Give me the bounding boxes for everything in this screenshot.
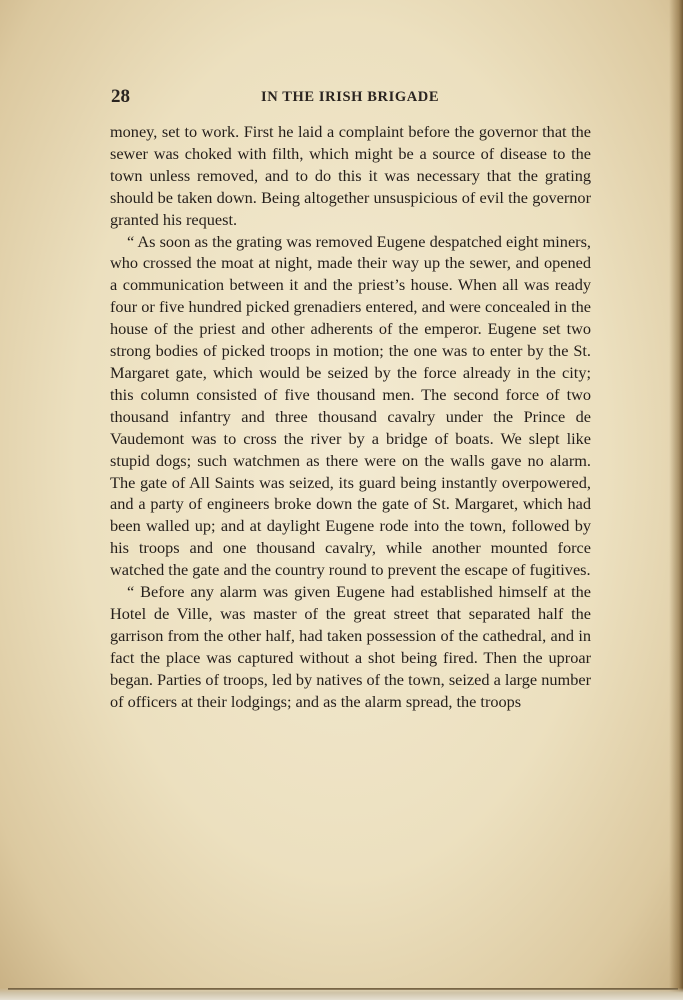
paragraph-grating-removed: “ As soon as the grating was removed Eugene despatched eight miners, who crossed the moat at night, made their way up the sewer, and opened a communication between it and the priest’s house. When all was ready four or five hundred picked grenadiers entered, and were concealed in the house of the priest and other adherents of the emperor. Eugene set two strong bodies of picked troops in motion; the one was to enter by the St. Margaret gate, which would be seized by the force already in the city; this column consisted of five thousand men. The second force of two thousand infantry and three thousand cavalry under the Prince de Vaudemont was to cross the river by a bridge of boats. We slept like stupid dogs; such watchmen as there were on the walls gave no alarm. The gate of All Saints was seized, its guard being instantly overpowered, and a party of engineers broke down the gate of St. Margaret, which had been walled up; and at daylight Eugene rode into the town, followed by his troops and one thousand cavalry, while another mounted force watched the gate and the country round to prevent the escape of fugitives. [110,231,591,580]
body-text [110,121,591,712]
running-title: IN THE IRISH BRIGADE [261,89,440,105]
paragraph-continued: money, set to work. First he laid a complaint before the governor that the sewer was choked with filth, which might be a source of disease to the town unless removed, and to do this it was necessary that the grating should be taken down. Being altogether unsuspicious of evil the governor granted his request. [110,122,591,229]
page-bottom-edge [0,988,683,1000]
page-edge-shadow [669,0,683,1000]
page-number: 28 [111,86,130,107]
paragraph-before-alarm: “ Before any alarm was given Eugene had established himself at the Hotel de Ville, was master of the great street that separated half the garrison from the other half, had taken possession of the cathedral, and in fact the place was captured without a shot being fired. Then the uproar began. Parties of troops, led by natives of the town, seized a large number of officers at their lodgings; and as the alarm spread, the troops [110,582,591,711]
page-header [111,86,592,110]
